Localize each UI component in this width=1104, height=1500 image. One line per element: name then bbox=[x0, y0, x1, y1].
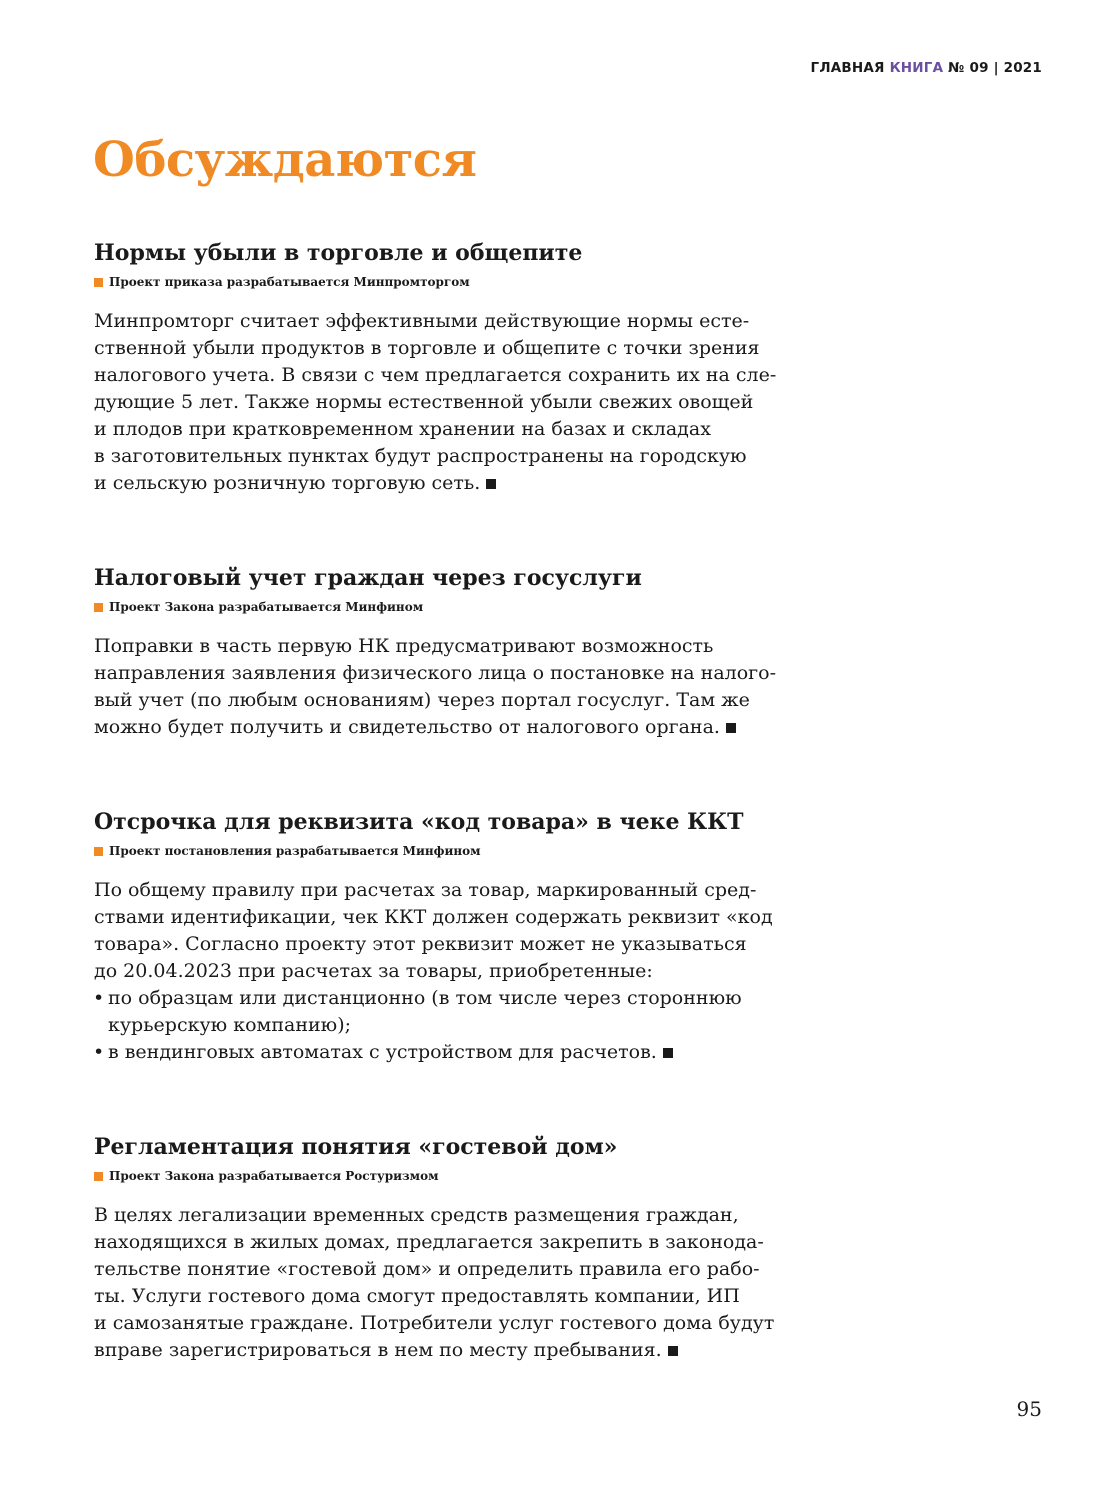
article-guest-house-regulation bbox=[94, 1132, 774, 1364]
body-line-last bbox=[94, 1337, 774, 1364]
body-line-text: вправе зарегистрироваться в нем по месту пребывания. bbox=[94, 1339, 662, 1361]
body-line-text: можно будет получить и свидетельство от налогового органа. bbox=[94, 716, 720, 738]
body-line: ственной убыли продуктов в торговле и общепите с точки зрения bbox=[94, 337, 760, 359]
body-line: дующие 5 лет. Также нормы естественной убыли свежих овощей bbox=[94, 391, 754, 413]
article-title: Отсрочка для реквизита «код товара» в чеке ККТ bbox=[94, 809, 744, 835]
body-line: ты. Услуги гостевого дома смогут предоставлять компании, ИП bbox=[94, 1285, 740, 1307]
article-meta bbox=[94, 1168, 774, 1184]
article-meta-text: Проект приказа разрабатывается Минпромторгом bbox=[109, 275, 470, 289]
bullet-text: в вендинговых автоматах с устройством для расчетов. bbox=[108, 1041, 657, 1063]
body-line: и самозанятые граждане. Потребители услуг гостевого дома будут bbox=[94, 1312, 775, 1334]
body-line: По общему правилу при расчетах за товар, маркированный сред- bbox=[94, 879, 757, 901]
article-title: Нормы убыли в торговле и общепите bbox=[94, 240, 583, 266]
body-line: направления заявления физического лица о постановке на налого- bbox=[94, 662, 776, 684]
article-meta-text: Проект постановления разрабатывается Минфином bbox=[109, 844, 481, 858]
body-line-text: и сельскую розничную торговую сеть. bbox=[94, 472, 481, 494]
article-product-code-deferral bbox=[94, 807, 774, 1066]
masthead bbox=[811, 60, 1042, 76]
article-body bbox=[94, 633, 774, 741]
body-line-last bbox=[94, 714, 774, 741]
body-line: до 20.04.2023 при расчетах за товары, приобретенные: bbox=[94, 960, 653, 982]
orange-square-icon bbox=[94, 278, 103, 287]
body-line: Минпромторг считает эффективными действующие нормы есте- bbox=[94, 310, 750, 332]
page-title: Обсуждаются bbox=[93, 132, 477, 188]
body-line: и плодов при кратковременном хранении на базах и складах bbox=[94, 418, 711, 440]
bullet-icon: • bbox=[93, 987, 105, 1009]
bullet-item bbox=[94, 1039, 774, 1066]
article-trade-loss-norms bbox=[94, 238, 777, 497]
body-line: Поправки в часть первую НК предусматривают возможность bbox=[94, 635, 714, 657]
body-line: тельстве понятие «гостевой дом» и определить правила его рабо- bbox=[94, 1258, 760, 1280]
end-of-article-icon bbox=[486, 479, 496, 489]
body-line: В целях легализации временных средств размещения граждан, bbox=[94, 1204, 739, 1226]
bullet-item-continued bbox=[94, 1012, 774, 1039]
bullet-item bbox=[94, 985, 774, 1012]
body-line: ствами идентификации, чек ККТ должен содержать реквизит «код bbox=[94, 906, 773, 928]
end-of-article-icon bbox=[668, 1346, 678, 1356]
article-meta bbox=[94, 843, 774, 859]
body-line: вый учет (по любым основаниям) через портал госуслуг. Там же bbox=[94, 689, 750, 711]
body-line: в заготовительных пунктах будут распространены на городскую bbox=[94, 445, 747, 467]
article-meta-text: Проект Закона разрабатывается Минфином bbox=[109, 600, 424, 614]
article-title: Регламентация понятия «гостевой дом» bbox=[94, 1134, 618, 1160]
brand-name: ГЛАВНАЯ bbox=[810, 60, 885, 76]
body-line: товара». Согласно проекту этот реквизит может не указываться bbox=[94, 933, 747, 955]
article-body bbox=[94, 308, 777, 497]
issue-number: № 09 | 2021 bbox=[948, 60, 1042, 76]
bullet-text: курьерскую компанию); bbox=[108, 1014, 352, 1036]
article-title: Налоговый учет граждан через госуслуги bbox=[94, 565, 642, 591]
end-of-article-icon bbox=[726, 723, 736, 733]
article-meta bbox=[94, 599, 774, 615]
brand-name-accent: КНИГА bbox=[889, 60, 944, 76]
article-tax-registration-gosuslugi bbox=[94, 563, 774, 741]
body-line-last bbox=[94, 470, 774, 497]
orange-square-icon bbox=[94, 1172, 103, 1181]
article-meta bbox=[94, 274, 774, 290]
article-body bbox=[94, 1202, 774, 1364]
body-line: находящихся в жилых домах, предлагается закрепить в законода- bbox=[94, 1231, 764, 1253]
bullet-text: по образцам или дистанционно (в том числе через стороннюю bbox=[108, 987, 742, 1009]
bullet-icon: • bbox=[93, 1041, 105, 1063]
orange-square-icon bbox=[94, 847, 103, 856]
body-line: налогового учета. В связи с чем предлагается сохранить их на сле- bbox=[94, 364, 777, 386]
page-number: 95 bbox=[1016, 1397, 1042, 1421]
article-meta-text: Проект Закона разрабатывается Ростуризмом bbox=[109, 1169, 439, 1183]
article-body bbox=[94, 877, 774, 1066]
orange-square-icon bbox=[94, 603, 103, 612]
end-of-article-icon bbox=[663, 1048, 673, 1058]
